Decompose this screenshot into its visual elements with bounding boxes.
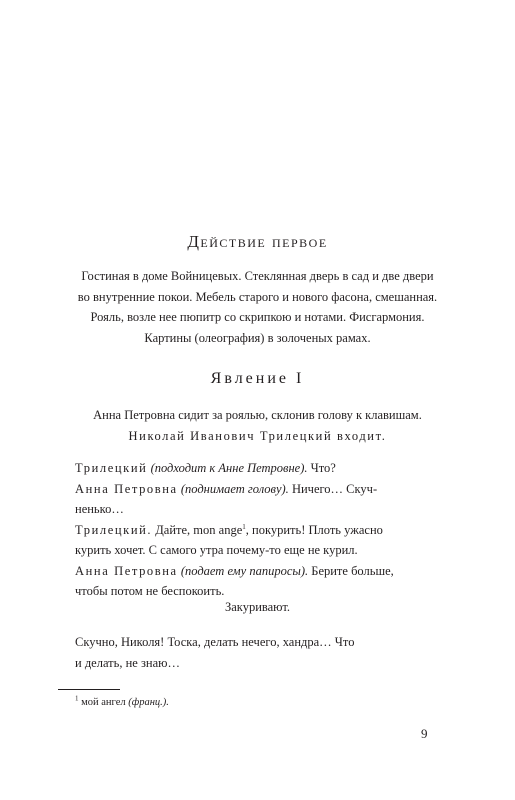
scene-title: Явление I [210,370,305,387]
footnote-marker: 1 [242,522,246,531]
stage-direction: (поднимает голову). [180,481,289,496]
speaker-name: Анна Петровна [75,481,178,496]
dialogue-continuation: ненько… [75,502,124,516]
stage-direction: (подходит к Анне Петровне). [150,461,308,475]
speaker-name: Анна Петровна [75,563,178,578]
speaker-name: Трилецкий. [75,522,153,537]
stage-description-line: Картины (олеография) в золоченых рамах. [144,330,371,345]
monologue [75,632,440,673]
scene-direction-line: Николай Иванович Трилецкий входит. [128,429,387,443]
footnote-translation-note: (франц.). [128,697,169,708]
dialogue-continuation: курить хочет. С самого утра почему-то еще не курил. [75,543,358,557]
dialogue-line [75,458,440,479]
stage-description-line: Рояль, возле нее пюпитр со скрипкою и нотами. Фисгармония. [90,310,425,324]
page-number: 9 [421,726,428,741]
dialogue-line [75,479,440,520]
act-title: Действие первое [187,232,328,251]
dialogue-text: Что? [310,461,336,475]
footnote-mark: 1 [75,694,79,703]
monologue-line: и делать, не знаю… [75,655,180,670]
dialogue-text: Ничего… Скуч- [291,481,378,496]
stage-direction: (подает ему папиросы). [180,563,309,578]
dialogue-text: Берите больше, [311,563,394,578]
stage-description-line: во внутренние покои. Мебель старого и нового фасона, смешанная. [77,289,438,304]
scene-direction-line: Анна Петровна сидит за роялью, склонив голову к клавишам. [93,408,422,422]
footnote [75,694,169,708]
dialogue-line [75,520,440,561]
dialogue [75,458,440,602]
dialogue-line [75,561,440,602]
speaker-name: Трилецкий [75,461,148,475]
stage-description [60,266,455,348]
dialogue-text: , покурить! Плоть ужасно [245,522,383,537]
footnote-text: мой ангел [81,697,126,708]
center-stage-direction: Закуривают. [224,600,290,614]
dialogue-continuation: чтобы потом не беспокоить. [75,584,225,598]
scene-direction [60,405,455,447]
stage-description-line: Гостиная в доме Войницевых. Стеклянная дверь в сад и две двери [81,269,434,283]
monologue-line: Скучно, Николя! Тоска, делать нечего, хандра… Что [75,635,355,649]
footnote-divider [58,689,120,690]
dialogue-text: Дайте, mon ange [155,522,243,537]
